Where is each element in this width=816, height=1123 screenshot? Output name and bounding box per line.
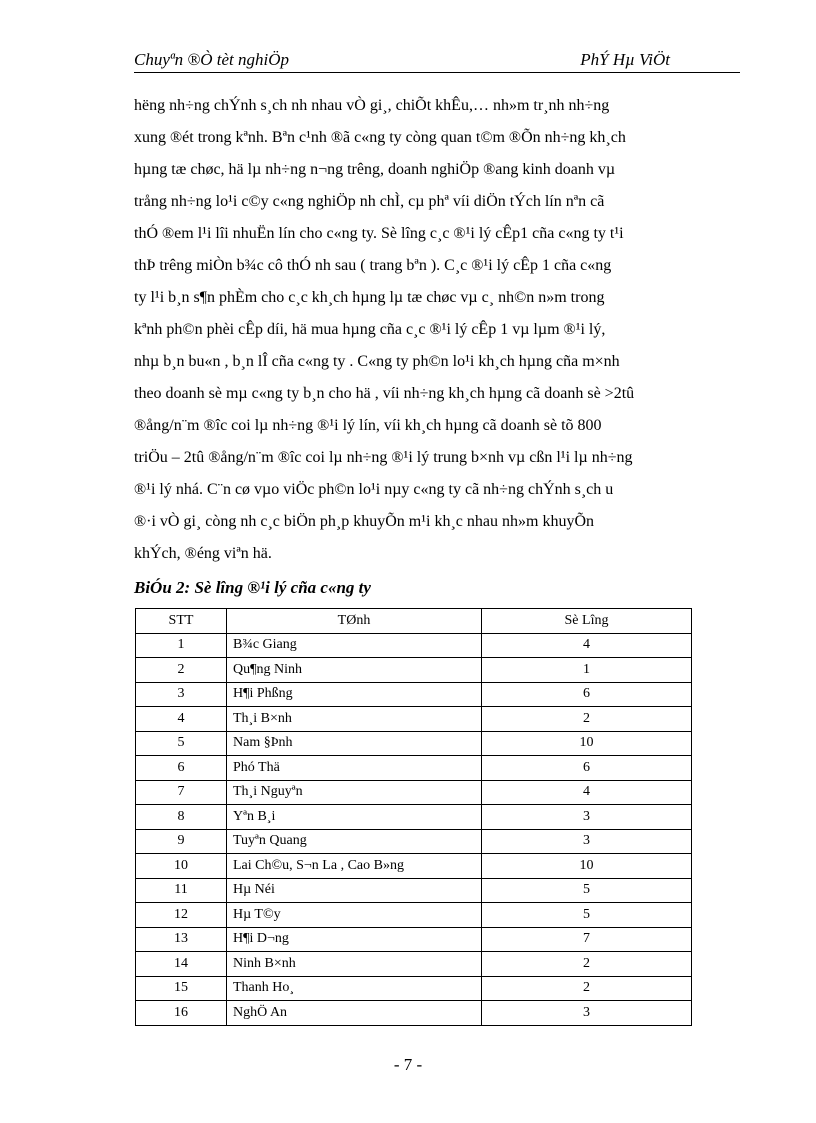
body-line: khÝch, ®éng viªn hä. (134, 545, 272, 562)
cell-count: 10 (482, 731, 692, 756)
cell-province: Ninh B×nh (227, 952, 482, 977)
header-author: PhÝ Hµ ViÖt (580, 50, 670, 69)
cell-stt: 7 (136, 780, 227, 805)
cell-stt: 3 (136, 682, 227, 707)
cell-count: 3 (482, 805, 692, 830)
body-line: nhµ b¸n bu«n , b¸n lÎ cña c«ng ty . C«ng ty ph©n lo¹i kh¸ch hµng cña m×nh (134, 353, 620, 370)
header-stt: STT (136, 609, 227, 634)
cell-province: Th¸i B×nh (227, 707, 482, 732)
cell-province: NghÖ An (227, 1001, 482, 1026)
table-row (136, 903, 692, 928)
page-header (134, 48, 740, 73)
cell-stt: 11 (136, 878, 227, 903)
header-title: Chuyªn ®Ò tèt nghiÖp (134, 50, 290, 69)
table-row (136, 854, 692, 879)
cell-count: 3 (482, 829, 692, 854)
cell-count: 1 (482, 658, 692, 683)
table-row (136, 927, 692, 952)
cell-province: H¶i Phßng (227, 682, 482, 707)
cell-stt: 4 (136, 707, 227, 732)
cell-stt: 8 (136, 805, 227, 830)
cell-count: 5 (482, 903, 692, 928)
cell-count: 2 (482, 952, 692, 977)
cell-province: Qu¶ng Ninh (227, 658, 482, 683)
table-row (136, 878, 692, 903)
cell-stt: 2 (136, 658, 227, 683)
table-row (136, 756, 692, 781)
cell-province: Tuyªn Quang (227, 829, 482, 854)
cell-stt: 5 (136, 731, 227, 756)
table-row (136, 952, 692, 977)
table-row (136, 731, 692, 756)
body-line: ty l¹i b¸n s¶n phÈm cho c¸c kh¸ch hµng lµ tæ chøc vµ c¸ nh©n n»m trong (134, 289, 605, 306)
cell-count: 4 (482, 780, 692, 805)
cell-stt: 13 (136, 927, 227, 952)
cell-stt: 1 (136, 633, 227, 658)
body-line: kªnh ph©n phèi cÊp díi, hä mua hµng cña c¸c ®¹i lý cÊp 1 vµ lµm ®¹i lý, (134, 321, 606, 338)
cell-province: Th¸i Nguyªn (227, 780, 482, 805)
cell-province: Hµ T©y (227, 903, 482, 928)
table-row (136, 682, 692, 707)
table-row (136, 976, 692, 1001)
cell-stt: 9 (136, 829, 227, 854)
body-line: thÞ trêng miÒn b¾c cô thÓ nh sau ( trang bªn ). C¸c ®¹i lý cÊp 1 cña c«ng (134, 257, 612, 274)
body-line: hëng nh÷ng chÝnh s¸ch nh nhau vÒ gi¸, chiÕt khÊu,… nh»m tr¸nh nh÷ng (134, 97, 610, 114)
table-row (136, 658, 692, 683)
body-line: trång nh÷ng lo¹i c©y c«ng nghiÖp nh chÌ, cµ phª víi diÖn tÝch lín nªn cã (134, 193, 605, 210)
table-row (136, 633, 692, 658)
body-line: ®¹i lý nhá. C¨n cø vµo viÖc ph©n lo¹i nµy c«ng ty cã nh÷ng chÝnh s¸ch u (134, 481, 614, 498)
cell-count: 4 (482, 633, 692, 658)
table-row (136, 829, 692, 854)
body-line: theo doanh sè mµ c«ng ty b¸n cho hä , víi nh÷ng kh¸ch hµng cã doanh sè >2tû (134, 385, 635, 402)
cell-count: 5 (482, 878, 692, 903)
cell-province: Nam §Þnh (227, 731, 482, 756)
table-row (136, 780, 692, 805)
table-header-row (136, 609, 692, 634)
cell-stt: 15 (136, 976, 227, 1001)
cell-count: 7 (482, 927, 692, 952)
body-line: xung ®ét trong kªnh. Bªn c¹nh ®ã c«ng ty còng quan t©m ®Õn nh÷ng kh¸ch (134, 129, 626, 146)
cell-stt: 6 (136, 756, 227, 781)
body-line: triÖu – 2tû ®ång/n¨m ®îc coi lµ nh÷ng ®¹i lý trung b×nh vµ cßn l¹i lµ nh÷ng (134, 449, 633, 466)
table-row (136, 1001, 692, 1026)
table-row (136, 805, 692, 830)
cell-count: 6 (482, 682, 692, 707)
agents-table (135, 608, 692, 1026)
body-line: thÓ ®em l¹i lîi nhuËn lín cho c«ng ty. Sè lîng c¸c ®¹i lý cÊp1 cña c«ng ty t¹i (134, 225, 624, 242)
table-caption: BiÓu 2: Sè lîng ®¹i lý cña c«ng ty (134, 578, 371, 597)
cell-province: Phó Thä (227, 756, 482, 781)
page-number: - 7 - (393, 1055, 423, 1074)
cell-province: Lai Ch©u, S¬n La , Cao B»ng (227, 854, 482, 879)
cell-count: 6 (482, 756, 692, 781)
cell-province: Hµ Néi (227, 878, 482, 903)
cell-province: Yªn B¸i (227, 805, 482, 830)
cell-count: 2 (482, 976, 692, 1001)
header-count: Sè Lîng (482, 609, 692, 634)
body-line: ®ång/n¨m ®îc coi lµ nh÷ng ®¹i lý lín, víi kh¸ch hµng cã doanh sè tõ 800 (134, 417, 602, 434)
cell-province: Thanh Ho¸ (227, 976, 482, 1001)
body-line: ®·i vÒ gi¸ còng nh c¸c biÖn ph¸p khuyÕn m¹i kh¸c nhau nh»m khuyÕn (134, 513, 594, 530)
cell-count: 2 (482, 707, 692, 732)
cell-stt: 10 (136, 854, 227, 879)
cell-stt: 16 (136, 1001, 227, 1026)
cell-stt: 12 (136, 903, 227, 928)
cell-province: H¶i D¬ng (227, 927, 482, 952)
cell-stt: 14 (136, 952, 227, 977)
table-row (136, 707, 692, 732)
body-paragraph (134, 90, 740, 570)
body-line: hµng tæ chøc, hä lµ nh÷ng n¬ng trêng, doanh nghiÖp ®ang kinh doanh vµ (134, 161, 616, 178)
cell-count: 10 (482, 854, 692, 879)
header-province: TØnh (227, 609, 482, 634)
cell-province: B¾c Giang (227, 633, 482, 658)
cell-count: 3 (482, 1001, 692, 1026)
